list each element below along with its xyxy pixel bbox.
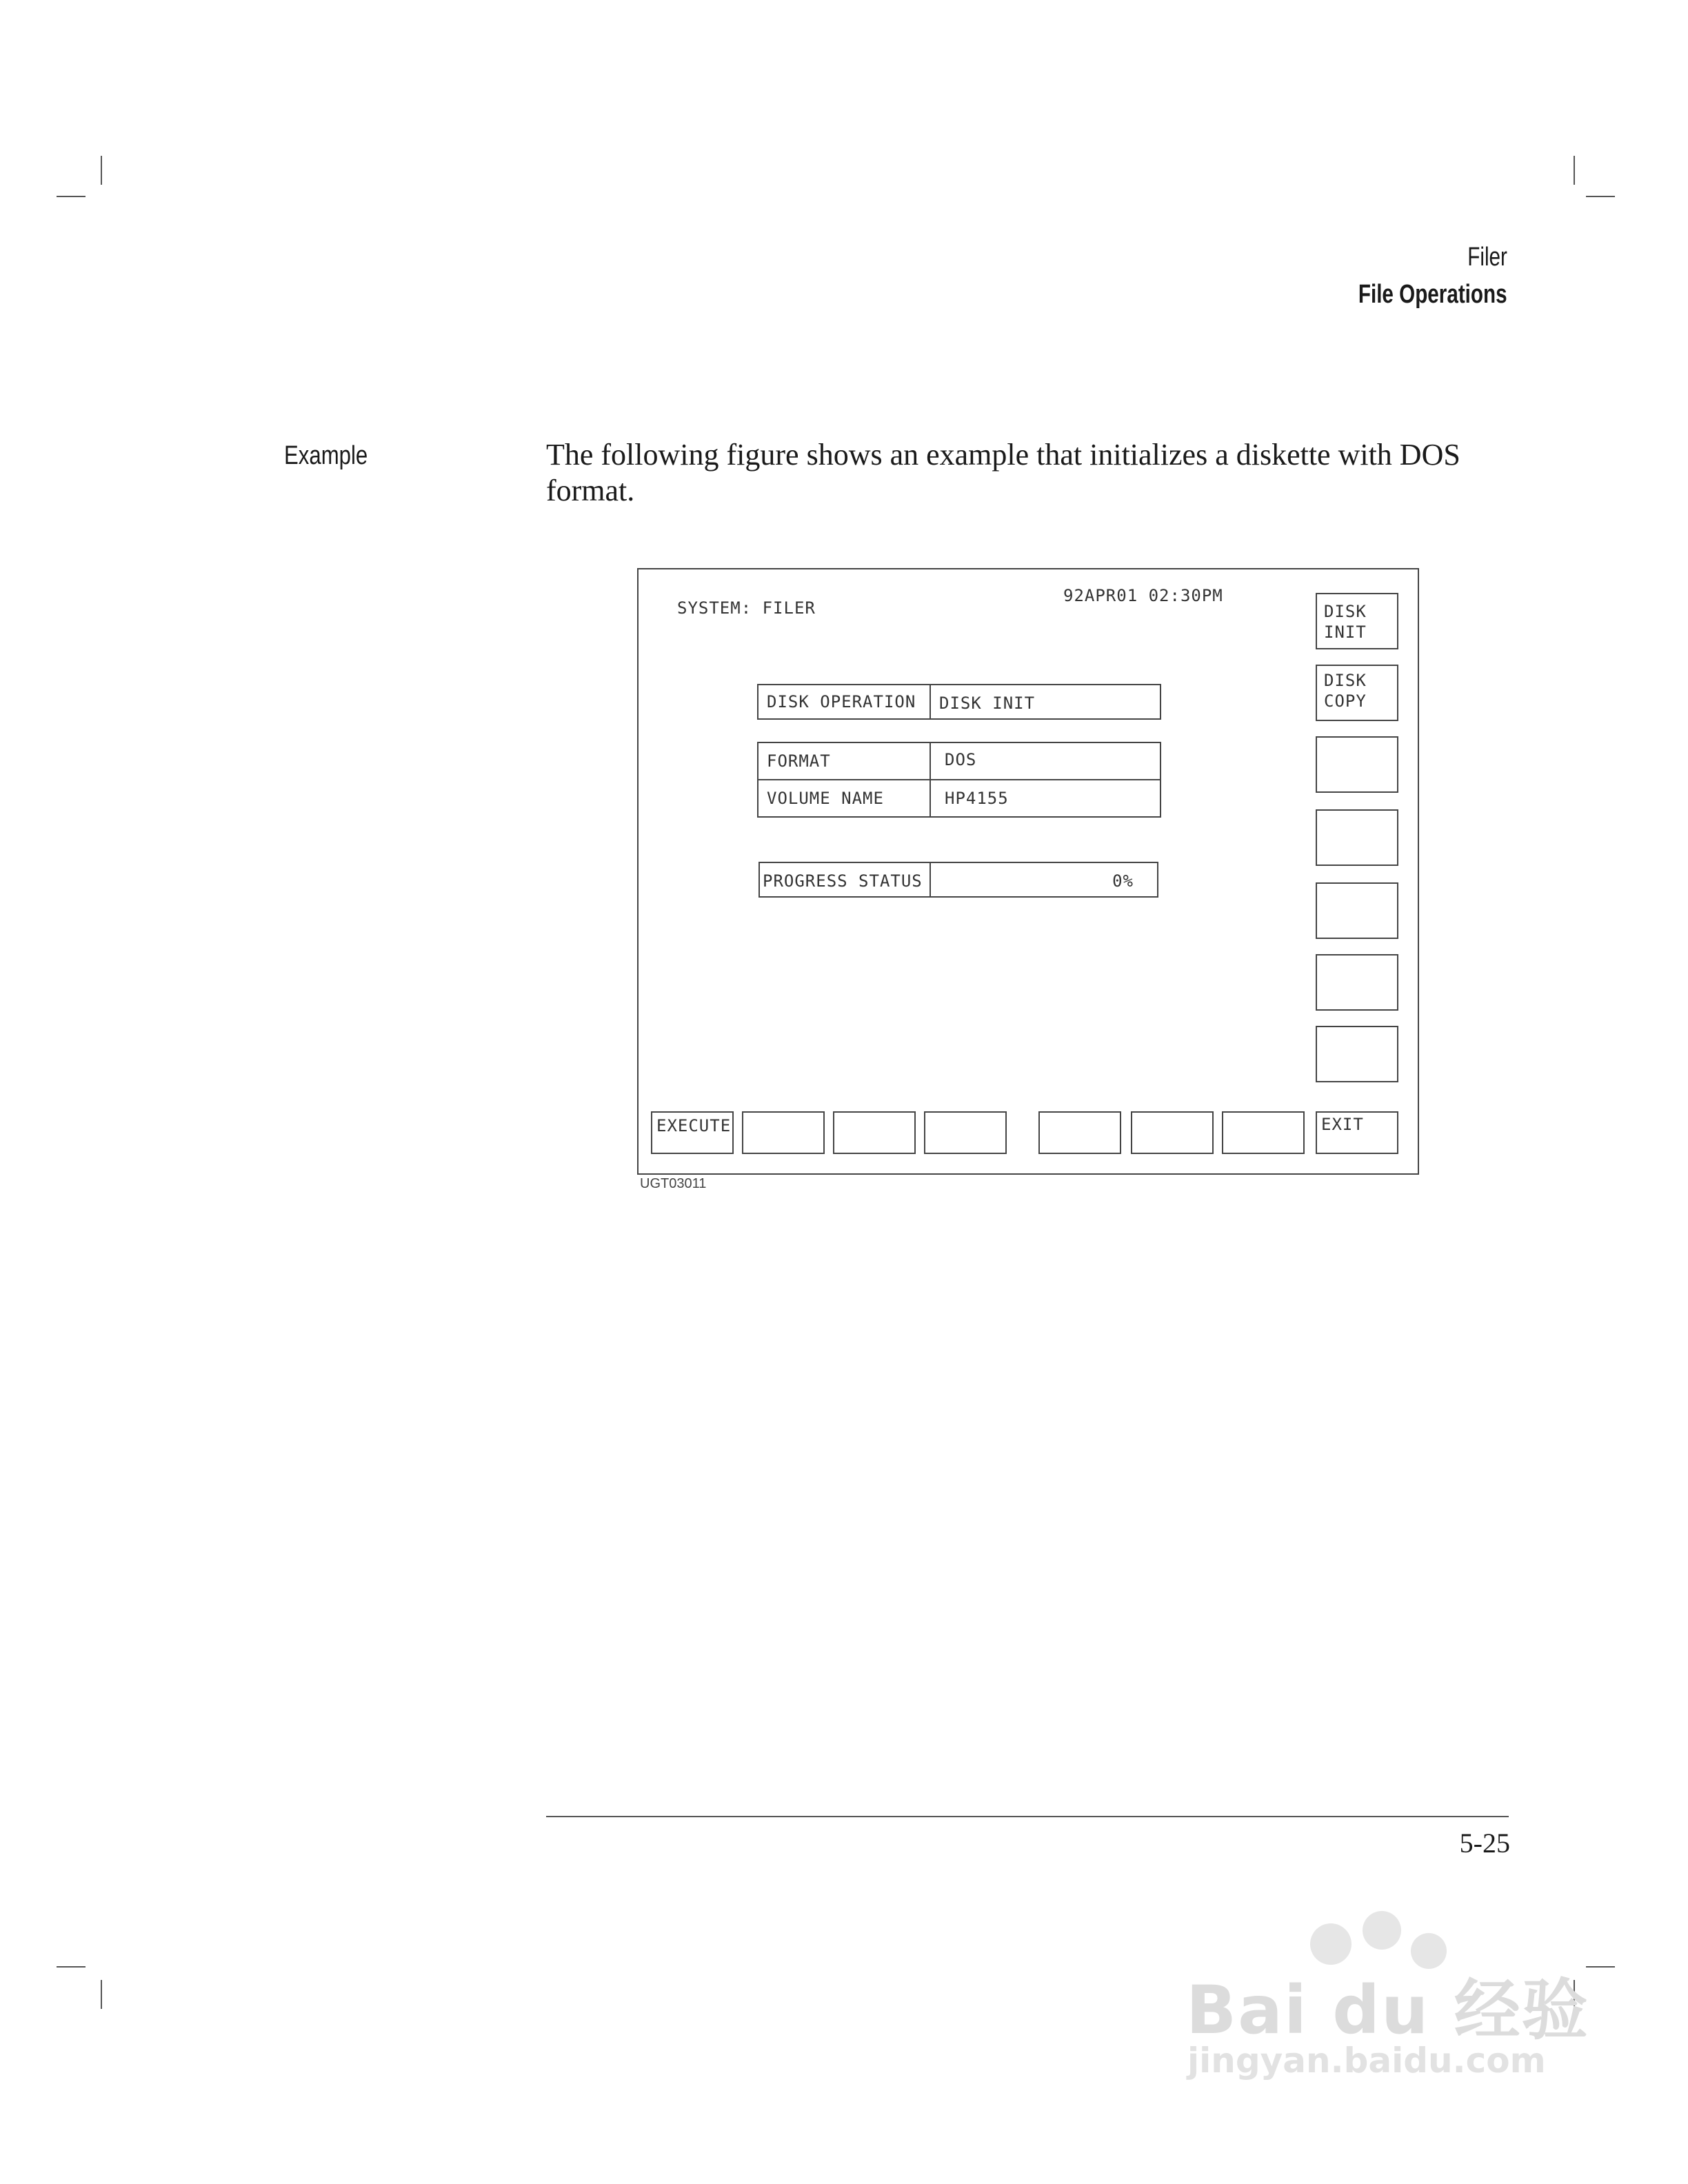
system-label: SYSTEM: FILER (677, 598, 816, 618)
crop-mark (101, 1980, 102, 2009)
volume-name-label: VOLUME NAME (767, 789, 884, 808)
format-value[interactable]: DOS (945, 750, 977, 769)
softkey-bottom-3[interactable] (833, 1111, 916, 1154)
divider (930, 743, 931, 816)
softkey-bottom-7[interactable] (1222, 1111, 1305, 1154)
figure-id: UGT03011 (640, 1176, 707, 1191)
crop-mark (1586, 196, 1615, 197)
softkey-side-5[interactable] (1316, 882, 1398, 939)
softkey-bottom-6[interactable] (1131, 1111, 1214, 1154)
disk-operation-field (757, 684, 1161, 720)
softkey-bottom-5[interactable] (1038, 1111, 1121, 1154)
filer-screen-figure (637, 568, 1419, 1175)
side-label: Example (284, 441, 368, 470)
paw-logo-icon (1363, 1911, 1401, 1950)
footer-rule (546, 1816, 1509, 1817)
body-paragraph: The following figure shows an example that initializes a diskette with DOS format. (546, 438, 1460, 507)
disk-operation-value[interactable]: DISK INIT (939, 694, 1036, 713)
softkey-side-7[interactable] (1316, 1026, 1398, 1082)
crop-mark (57, 196, 86, 197)
running-header-section: Filer (1467, 243, 1507, 272)
watermark-brand: Bai du 经验 (1186, 1972, 1589, 2049)
progress-status-field (758, 862, 1158, 898)
watermark-url: jingyan.baidu.com (1187, 2041, 1546, 2081)
datetime-label: 92APR01 02:30PM (1063, 586, 1223, 605)
softkey-exit[interactable]: EXIT (1316, 1111, 1398, 1154)
progress-status-label: PROGRESS STATUS (763, 871, 923, 891)
softkey-execute[interactable]: EXECUTE (651, 1111, 734, 1154)
softkey-bottom-2[interactable] (742, 1111, 825, 1154)
page-number: 5-25 (1459, 1828, 1510, 1859)
volume-name-value[interactable]: HP4155 (945, 789, 1009, 808)
softkey-disk-init[interactable]: DISK INIT (1316, 593, 1398, 649)
disk-operation-label: DISK OPERATION (767, 692, 916, 711)
progress-status-value: 0% (1112, 871, 1134, 891)
softkey-side-3[interactable] (1316, 736, 1398, 793)
format-volume-table (757, 742, 1161, 818)
softkey-disk-copy[interactable]: DISK COPY (1316, 665, 1398, 721)
format-label: FORMAT (767, 751, 831, 771)
running-header-subsection: File Operations (1358, 280, 1507, 309)
softkey-side-6[interactable] (1316, 954, 1398, 1011)
crop-mark (101, 156, 102, 185)
crop-mark (1586, 1966, 1615, 1968)
crop-mark (57, 1966, 86, 1968)
softkey-side-4[interactable] (1316, 809, 1398, 866)
crop-mark (1574, 156, 1575, 185)
softkey-bottom-4[interactable] (924, 1111, 1007, 1154)
